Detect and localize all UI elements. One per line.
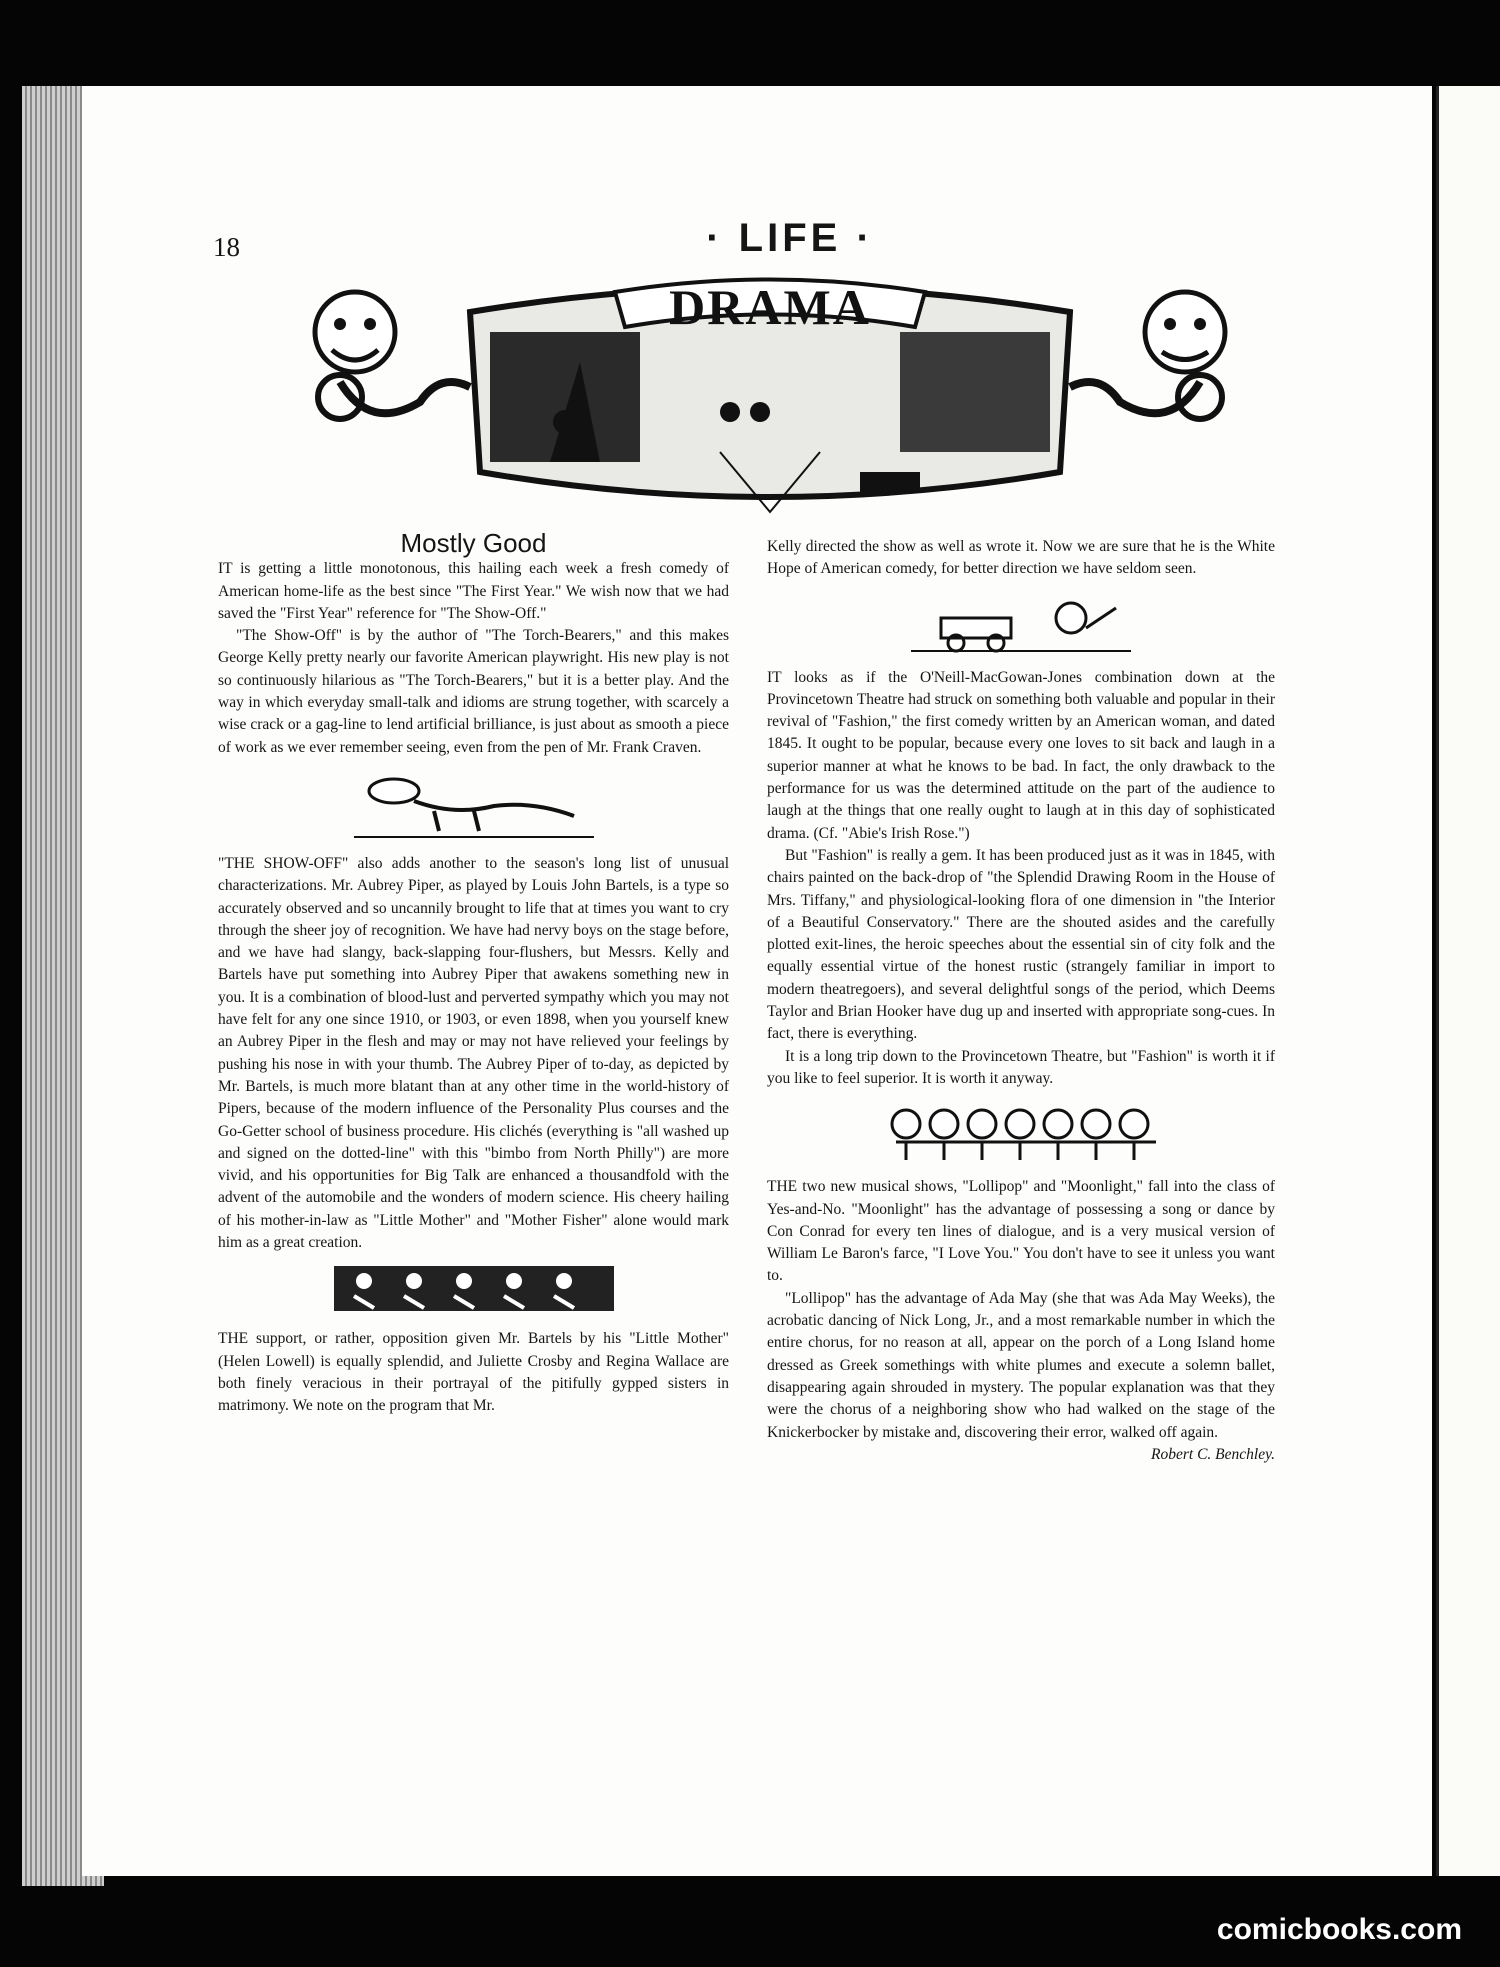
dancers-illustration — [886, 1102, 1156, 1164]
paragraph: "The Show-Off" is by the author of "The Torch-Bearers," and this makes George Kelly pretty nearly our favorite American playwright. His new play is not so continuously hilarious as "The Torch-Bearers," but it is a better play. And the way in which everyday small-talk and idioms are strung together, with scarcely a wise crack or a gag-line to lend artificial brilliance, is just about as smooth a piece of work as we ever remember seeing, even from the pen of Mr. Frank Craven. — [218, 627, 729, 756]
chorus-line-illustration — [334, 1266, 614, 1316]
left-column — [218, 528, 729, 1418]
paragraph: "THE SHOW-OFF" also adds another to the season's long list of unusual characterizations. Mr. Aubrey Piper, as played by Louis John Bartels, is a type so accurately observed and so uncannily brought to life that at times you want to cry through the sheer joy of recognition. We have had nervy boys on the stage before, and we have had slangy, back-slapping four-flushers, but Messrs. Kelly and Bartels have put something into Aubrey Piper that awakens something new in you. It is a combination of blood-lust and perverted sympathy which you may not have felt for any one since 1910, or 1903, or even 1898, when you yourself knew an Aubrey Piper in the flesh and may or may not have relieved your feelings by pushing his nose in with your thumb. The Aubrey Piper of to-day, as depicted by Mr. Bartels, is much more blatant than at any other time in the world-history of Pipers, because of the modern influence of the Personality Plus courses and the Go-Getter school of business procedure. His clichés (everything is "all washed up and signed on the dotted-line" with this "bimbo from North Philly") are more vivid, and his opportunities for Big Talk are enhanced a thousandfold with the advent of the automobile and the wonders of modern science. His cheery hailing of his mother-in-law as "Little Mother" and "Mother Fisher" alone would mark him as a great creation. — [218, 854, 729, 1252]
section-title: DRAMA — [669, 279, 871, 335]
author-signature: Robert C. Benchley. — [1151, 1445, 1275, 1463]
paragraph: It is a long trip down to the Provincetown Theatre, but "Fashion" is worth it if you like to feel superior. It is worth it anyway. — [767, 1047, 1275, 1087]
facing-page-edge — [1436, 86, 1500, 1876]
paragraph: IT is getting a little monotonous, this hailing each week a fresh comedy of American home-life as the best since "The First Year." We wish now that we had saved the "First Year" reference for "The Show-Off." — [218, 560, 729, 622]
right-tragedy-mask — [1070, 292, 1225, 419]
paragraph: THE support, or rather, opposition given Mr. Bartels by his "Little Mother" (Helen Lowell) is equally splendid, and Juliette Crosby and Regina Wallace are both finely veracious in their portrayal of the pitifully gypped sisters in matrimony. We note on the program that Mr. — [218, 1330, 729, 1415]
right-column — [767, 536, 1275, 1466]
wagon-illustration — [911, 593, 1131, 655]
dog-illustration — [354, 771, 594, 841]
article-title: Mostly Good — [400, 528, 547, 558]
magazine-title: · LIFE · — [706, 216, 874, 260]
page-number: 18 — [213, 232, 240, 262]
paragraph: But "Fashion" is really a gem. It has been produced just as it was in 1845, with chairs painted on the back-drop of "the Splendid Drawing Room in the House of Mrs. Tiffany," and physiological-looking flora of one dimension in "the Interior of a Beautiful Conservatory." There are the shouted asides and the carefully plotted exit-lines, the heroic speeches about the essential sin of city folk and the equally essential virtue of the honest rustic (strangely familiar in import to modern theatregoers), and several delightful songs of the period, which Deems Taylor and Brian Hooker have dug up and inserted with appropriate song-cues. In fact, there is everything. — [767, 846, 1275, 1043]
paragraph: "Lollipop" has the advantage of Ada May (she that was Ada May Weeks), the acrobatic dancing of Nick Long, Jr., and a most remarkable number in which the entire chorus, for no reason at all, appear on the porch of a Long Island home dressed as Greek somethings with white plumes and execute a solemn ballet, disappearing again shrouded in mystery. The popular explanation was that they were the chorus of a neighboring show who had walked on the stage of the Knickerbocker by mistake and, discovering their error, walked off again. — [767, 1289, 1275, 1441]
left-comedy-mask — [315, 292, 470, 419]
paragraph: THE two new musical shows, "Lollipop" and "Moonlight," fall into the class of Yes-and-No. "Moonlight" has the advantage of possessing a song or dance by Con Conrad for every ten lines of dialogue, and is a very musical version of William Le Baron's farce, "I Love You." You don't have to see it unless you want to. — [767, 1178, 1275, 1285]
watermark: comicbooks.com — [1216, 1913, 1462, 1946]
drama-banner-illustration — [300, 272, 1240, 522]
paragraph: IT looks as if the O'Neill-MacGowan-Jones combination down at the Provincetown Theatre had struck on something both valuable and popular in their revival of "Fashion," the first comedy written by an American woman, and dated 1845. It ought to be popular, because every one loves to sit back and laugh in a superior manner at what he knows to be bad. In fact, the only drawback to the performance for us was the determined attitude on the part of the audience to laugh at the things that one really ought to laugh at in this day of sophisticated drama. (Cf. "Abie's Irish Rose.") — [767, 668, 1275, 842]
paragraph: Kelly directed the show as well as wrote it. Now we are sure that he is the White Hope of American comedy, for better direction we have seldom seen. — [767, 538, 1275, 578]
